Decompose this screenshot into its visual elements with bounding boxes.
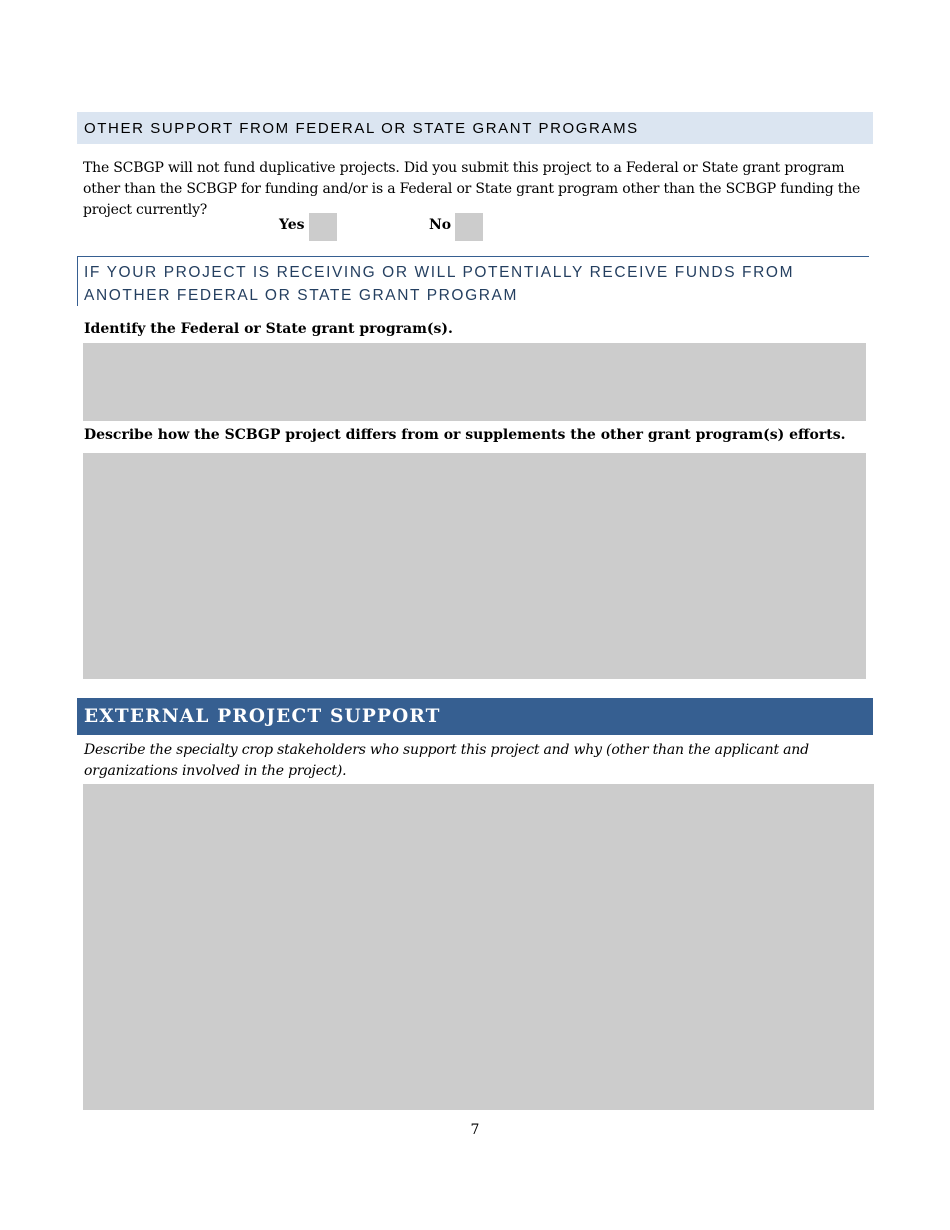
other-support-section-header — [77, 112, 873, 144]
identify-grant-programs-field[interactable] — [83, 343, 866, 421]
stakeholders-prompt: Describe the specialty crop stakeholders who support this project and why (other than the applicant and organizations involved in the project). — [84, 742, 809, 779]
no-checkbox[interactable] — [455, 213, 483, 241]
external-support-heading: EXTERNAL PROJECT SUPPORT — [84, 706, 441, 727]
external-support-section-header — [77, 698, 873, 735]
other-support-heading: OTHER SUPPORT FROM FEDERAL OR STATE GRANT PROGRAMS — [84, 119, 639, 137]
receiving-funds-subheading: IF YOUR PROJECT IS RECEIVING OR WILL POTENTIALLY RECEIVE FUNDS FROM ANOTHER FEDERAL OR STATE GRANT PROGRAM — [77, 256, 869, 306]
yes-checkbox[interactable] — [309, 213, 337, 241]
yes-label: Yes — [279, 217, 305, 233]
identify-grant-programs-label: Identify the Federal or State grant program(s). — [84, 321, 453, 337]
no-label: No — [429, 217, 452, 233]
describe-difference-label: Describe how the SCBGP project differs from or supplements the other grant program(s) efforts. — [84, 427, 846, 443]
duplicative-projects-question: The SCBGP will not fund duplicative projects. Did you submit this project to a Federal or State grant program other than the SCBGP for funding and/or is a Federal or State grant program other than the SCBGP funding the project currently? — [83, 160, 861, 218]
page-number: 7 — [470, 1122, 480, 1138]
describe-difference-field[interactable] — [83, 453, 866, 679]
stakeholders-support-field[interactable] — [83, 784, 874, 1110]
